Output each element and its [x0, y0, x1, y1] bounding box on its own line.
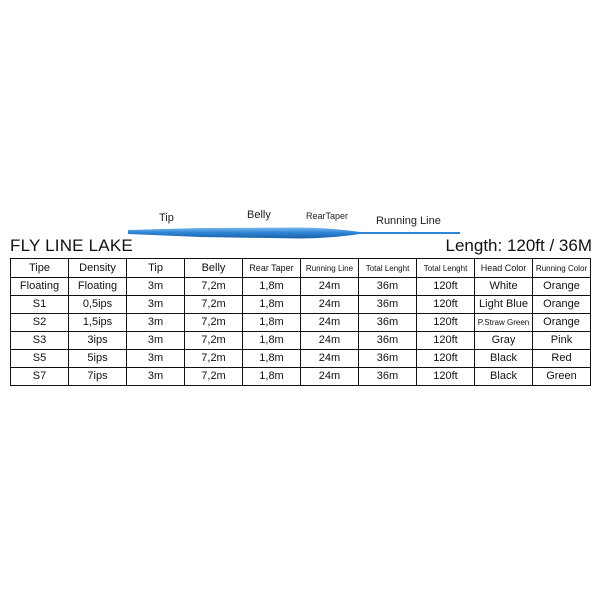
- col-header: Rear Taper: [243, 259, 301, 278]
- table-cell: 36m: [359, 332, 417, 350]
- table-cell: Red: [533, 350, 591, 368]
- table-cell: Orange: [533, 278, 591, 296]
- table-cell: 24m: [301, 314, 359, 332]
- table-header-row: [11, 259, 591, 278]
- table-cell: 7,2m: [185, 332, 243, 350]
- col-header: Running Line: [301, 259, 359, 278]
- table-cell: 7ips: [69, 368, 127, 386]
- table-cell: S7: [11, 368, 69, 386]
- col-header: Running Color: [533, 259, 591, 278]
- table-cell: Gray: [475, 332, 533, 350]
- table-row: [11, 368, 591, 386]
- table-row: [11, 350, 591, 368]
- table-cell: 24m: [301, 278, 359, 296]
- table-cell: Orange: [533, 296, 591, 314]
- table-cell: 5ips: [69, 350, 127, 368]
- table-cell: 7,2m: [185, 314, 243, 332]
- table-cell: 120ft: [417, 350, 475, 368]
- table-cell: 3m: [127, 278, 185, 296]
- table-cell: 3m: [127, 314, 185, 332]
- col-header: Belly: [185, 259, 243, 278]
- table-cell: 36m: [359, 314, 417, 332]
- table-cell: Black: [475, 368, 533, 386]
- table-cell: 1,8m: [243, 350, 301, 368]
- table-cell: 7,2m: [185, 350, 243, 368]
- table-cell: Orange: [533, 314, 591, 332]
- label-running-line: Running Line: [376, 215, 441, 227]
- table-cell: S5: [11, 350, 69, 368]
- table-cell: P.Straw Green: [475, 314, 533, 332]
- table-cell: 36m: [359, 368, 417, 386]
- table-cell: 7,2m: [185, 278, 243, 296]
- length-spec: Length: 120ft / 36M: [445, 236, 592, 255]
- label-belly: Belly: [247, 209, 271, 221]
- table-cell: Green: [533, 368, 591, 386]
- table-cell: White: [475, 278, 533, 296]
- table-cell: 120ft: [417, 278, 475, 296]
- table-cell: S1: [11, 296, 69, 314]
- table-cell: 120ft: [417, 296, 475, 314]
- table-cell: 120ft: [417, 368, 475, 386]
- col-header: Tip: [127, 259, 185, 278]
- table-cell: 1,8m: [243, 296, 301, 314]
- table-cell: S3: [11, 332, 69, 350]
- table-cell: 120ft: [417, 314, 475, 332]
- col-header: Total Lenght: [359, 259, 417, 278]
- table-cell: Light Blue: [475, 296, 533, 314]
- table-cell: 3m: [127, 296, 185, 314]
- label-rear-taper: RearTaper: [306, 211, 349, 221]
- table-cell: 36m: [359, 350, 417, 368]
- table-cell: Floating: [69, 278, 127, 296]
- table-cell: 3ips: [69, 332, 127, 350]
- title-row: [10, 234, 592, 258]
- table-cell: Floating: [11, 278, 69, 296]
- table-cell: 0,5ips: [69, 296, 127, 314]
- table-cell: 3m: [127, 350, 185, 368]
- table-row: [11, 314, 591, 332]
- col-header: Total Lenght: [417, 259, 475, 278]
- spec-table: [10, 258, 591, 386]
- col-header: Tipe: [11, 259, 69, 278]
- table-cell: 120ft: [417, 332, 475, 350]
- table-cell: 3m: [127, 332, 185, 350]
- table-cell: 1,8m: [243, 278, 301, 296]
- table-cell: 7,2m: [185, 368, 243, 386]
- table-cell: 24m: [301, 332, 359, 350]
- table-cell: S2: [11, 314, 69, 332]
- table-cell: 36m: [359, 296, 417, 314]
- table-cell: 1,8m: [243, 332, 301, 350]
- table-cell: 36m: [359, 278, 417, 296]
- col-header: Head Color: [475, 259, 533, 278]
- table-cell: 1,5ips: [69, 314, 127, 332]
- table-cell: 24m: [301, 368, 359, 386]
- table-cell: 24m: [301, 296, 359, 314]
- table-row: [11, 278, 591, 296]
- label-tip: Tip: [159, 212, 174, 224]
- table-row: [11, 296, 591, 314]
- table-cell: 1,8m: [243, 314, 301, 332]
- table-cell: Black: [475, 350, 533, 368]
- table-cell: 24m: [301, 350, 359, 368]
- table-cell: 1,8m: [243, 368, 301, 386]
- table-row: [11, 332, 591, 350]
- product-title: FLY LINE LAKE: [10, 236, 133, 255]
- table-cell: 7,2m: [185, 296, 243, 314]
- table-cell: Pink: [533, 332, 591, 350]
- table-cell: 3m: [127, 368, 185, 386]
- col-header: Density: [69, 259, 127, 278]
